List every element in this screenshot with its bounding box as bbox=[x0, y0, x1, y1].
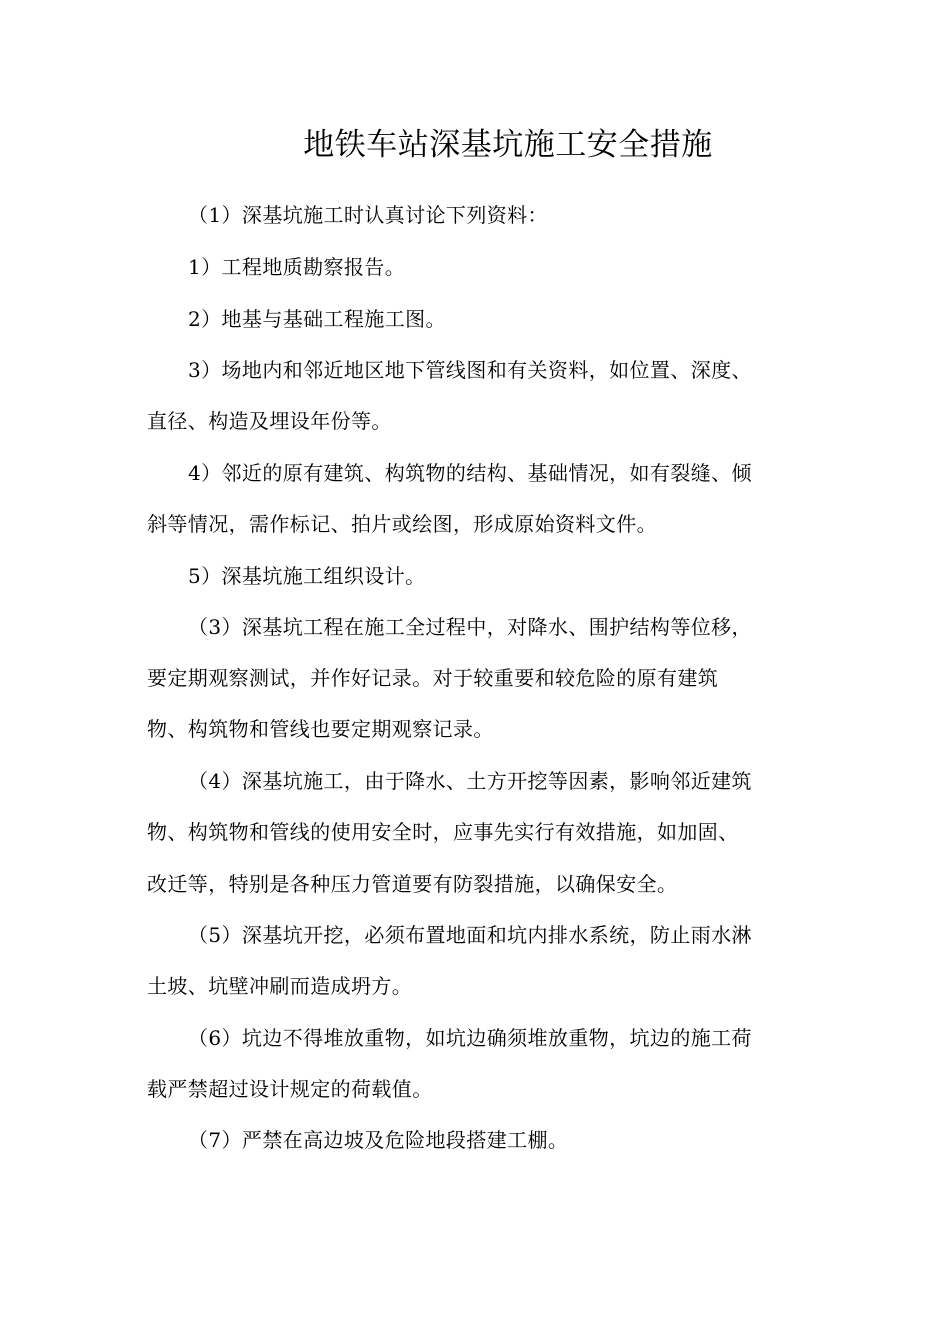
paragraph-line: （6）坑边不得堆放重物，如坑边确须堆放重物，坑边的施工荷 bbox=[188, 1026, 752, 1050]
paragraph-line: 5）深基坑施工组织设计。 bbox=[188, 564, 426, 588]
paragraph-line: （1）深基坑施工时认真讨论下列资料： bbox=[188, 203, 548, 227]
paragraph-line: 1）工程地质勘察报告。 bbox=[188, 255, 406, 279]
paragraph-line: （5）深基坑开挖，必须布置地面和坑内排水系统，防止雨水淋 bbox=[188, 923, 752, 947]
paragraph-line: 载严禁超过设计规定的荷载值。 bbox=[147, 1077, 433, 1101]
paragraph-line: 物、构筑物和管线的使用安全时，应事先实行有效措施，如加固、 bbox=[147, 820, 739, 844]
paragraph-line: 斜等情况，需作标记、拍片或绘图，形成原始资料文件。 bbox=[147, 512, 657, 536]
paragraph-line: 直径、构造及埋设年份等。 bbox=[147, 409, 392, 433]
paragraph-line: 土坡、坑壁冲刷而造成坍方。 bbox=[147, 974, 413, 998]
paragraph-line: 4）邻近的原有建筑、构筑物的结构、基础情况，如有裂缝、倾 bbox=[188, 461, 752, 485]
paragraph-line: 2）地基与基础工程施工图。 bbox=[188, 307, 446, 331]
paragraph-line: （3）深基坑工程在施工全过程中，对降水、围护结构等位移， bbox=[188, 615, 752, 639]
paragraph-line: 物、构筑物和管线也要定期观察记录。 bbox=[147, 717, 494, 741]
document-title: 地铁车站深基坑施工安全措施 bbox=[303, 127, 713, 163]
paragraph-line: 要定期观察测试，并作好记录。对于较重要和较危险的原有建筑 bbox=[147, 666, 719, 690]
paragraph-line: （4）深基坑施工，由于降水、土方开挖等因素，影响邻近建筑 bbox=[188, 769, 752, 793]
paragraph-line: 改迁等，特别是各种压力管道要有防裂措施，以确保安全。 bbox=[147, 872, 678, 896]
paragraph-line: 3）场地内和邻近地区地下管线图和有关资料，如位置、深度、 bbox=[188, 358, 752, 382]
paragraph-line: （7）严禁在高边坡及危险地段搭建工棚。 bbox=[188, 1128, 569, 1152]
